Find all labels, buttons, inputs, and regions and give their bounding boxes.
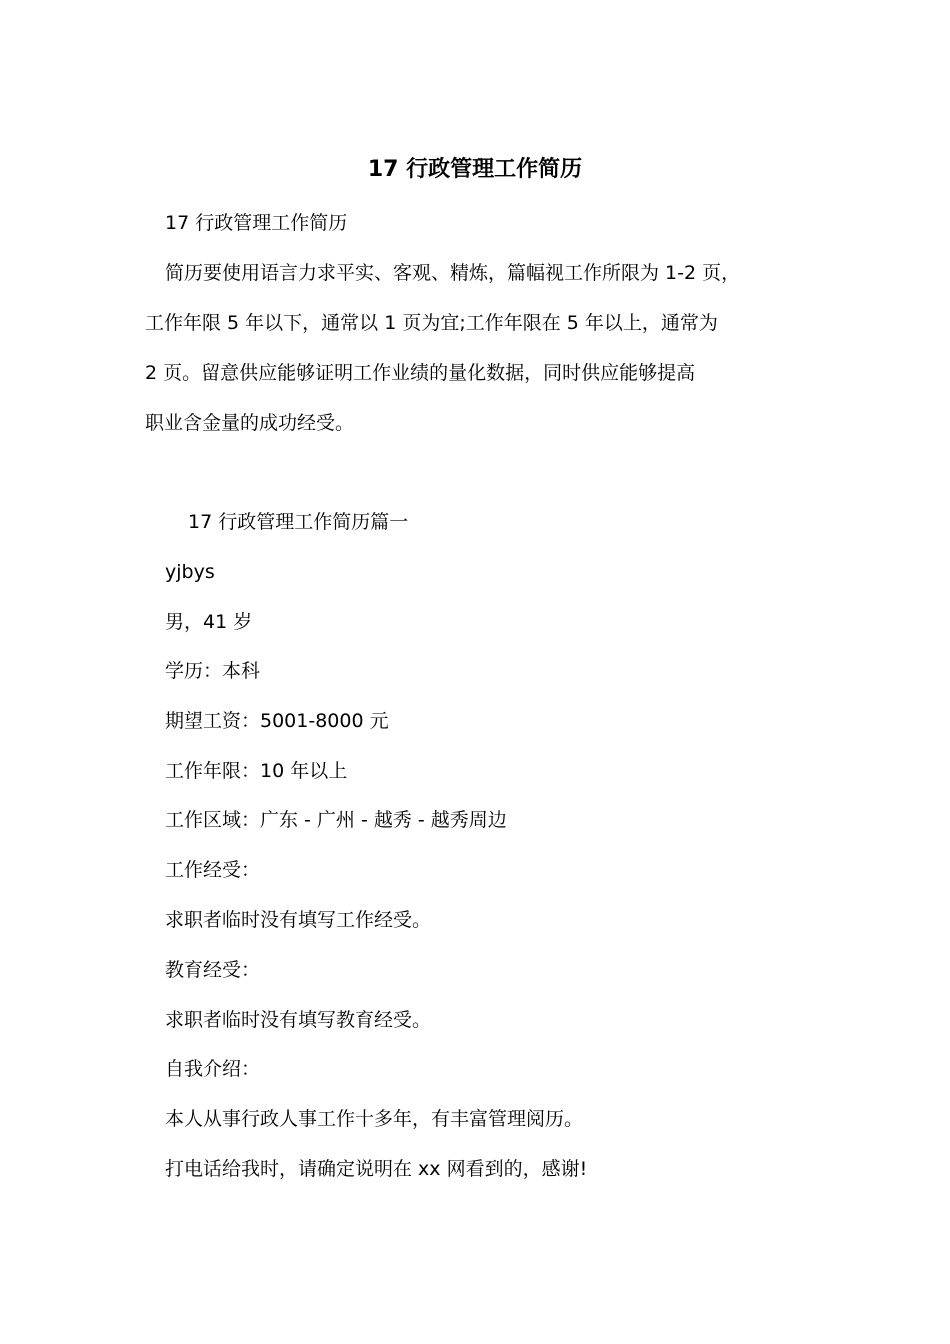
resume-name: yjbys xyxy=(165,561,215,583)
resume-work-experience-value: 求职者临时没有填写工作经受。 xyxy=(165,909,432,931)
resume-work-experience-label: 工作经受： xyxy=(165,859,261,881)
resume-gender-age: 男，41 岁 xyxy=(165,611,253,633)
document-subtitle: 17 行政管理工作简历 xyxy=(165,212,348,234)
resume-education-label: 教育经受： xyxy=(165,959,261,981)
resume-education-level: 学历：本科 xyxy=(165,660,261,682)
intro-line-1: 简历要使用语言力求平实、客观、精炼，篇幅视工作所限为 1-2 页， xyxy=(165,262,741,284)
section-heading: 17 行政管理工作简历篇一 xyxy=(188,511,409,533)
intro-line-4: 职业含金量的成功经受。 xyxy=(145,412,355,434)
resume-self-intro-label: 自我介绍： xyxy=(165,1058,261,1080)
resume-expected-salary: 期望工资：5001-8000 元 xyxy=(165,710,389,732)
resume-contact-note: 打电话给我时，请确定说明在 xx 网看到的，感谢! xyxy=(165,1158,588,1180)
document-title: 17 行政管理工作简历 xyxy=(367,157,583,182)
resume-education-value: 求职者临时没有填写教育经受。 xyxy=(165,1009,432,1031)
intro-line-2: 工作年限 5 年以下，通常以 1 页为宜;工作年限在 5 年以上，通常为 xyxy=(145,312,718,334)
resume-work-region: 工作区域：广东 - 广州 - 越秀 - 越秀周边 xyxy=(165,809,507,831)
resume-work-years: 工作年限：10 年以上 xyxy=(165,760,348,782)
resume-self-intro-value: 本人从事行政人事工作十多年，有丰富管理阅历。 xyxy=(165,1108,584,1130)
intro-line-3: 2 页。留意供应能够证明工作业绩的量化数据，同时供应能够提高 xyxy=(145,362,696,384)
